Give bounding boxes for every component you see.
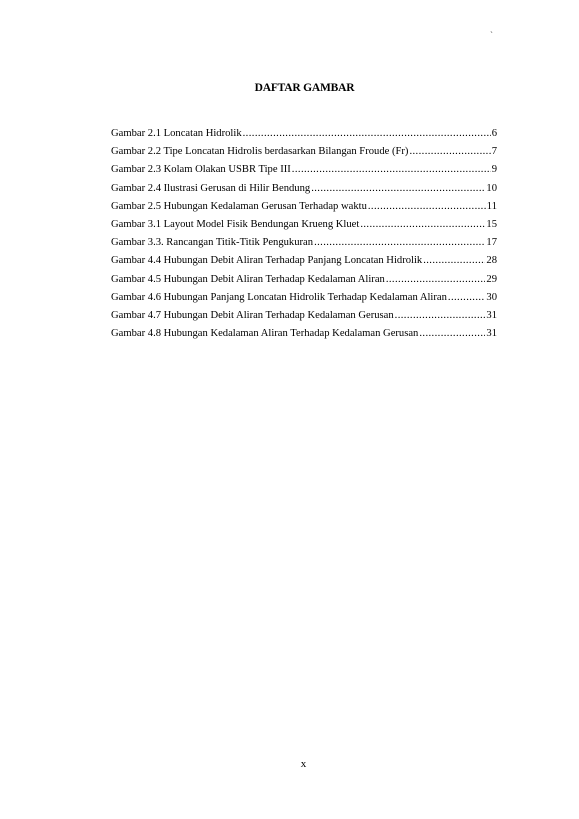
page-number: x (300, 758, 307, 770)
leader-dots (423, 252, 485, 270)
entry-page: 15 (486, 218, 497, 230)
leader-dots (419, 325, 485, 343)
list-item[interactable] (111, 289, 497, 307)
list-item[interactable] (111, 271, 497, 289)
leader-dots (386, 271, 486, 289)
leader-dots (448, 289, 486, 307)
list-item[interactable] (111, 198, 497, 216)
list-item[interactable] (111, 143, 497, 161)
entry-page: 9 (491, 164, 497, 176)
leader-dots (292, 161, 491, 179)
entry-page: 10 (486, 182, 497, 194)
entry-page: 31 (486, 309, 497, 321)
entry-label: Gambar 2.1 Loncatan Hidrolik (111, 128, 242, 139)
list-item[interactable] (111, 125, 497, 143)
list-item[interactable] (111, 161, 497, 179)
leader-dots (368, 198, 486, 216)
entry-label: Gambar 4.5 Hubungan Debit Aliran Terhadap Kedalaman Aliran (111, 273, 385, 285)
entry-label: Gambar 2.4 Ilustrasi Gerusan di Hilir Bendung (111, 182, 311, 194)
list-item[interactable] (111, 252, 497, 270)
list-item[interactable] (111, 325, 497, 343)
entry-page: 28 (486, 255, 497, 267)
entry-page: 31 (486, 328, 497, 340)
entry-page: 29 (486, 273, 497, 285)
entry-label: Gambar 3.1 Layout Model Fisik Bendungan Krueng Kluet (111, 218, 360, 230)
entry-label: Gambar 2.5 Hubungan Kedalaman Gerusan Terhadap waktu (111, 200, 367, 212)
list-item[interactable] (111, 180, 497, 198)
entry-page: 17 (486, 237, 497, 249)
leader-dots (409, 143, 490, 161)
entry-page: 30 (486, 291, 497, 303)
entry-label: Gambar 2.3 Kolam Olakan USBR Tipe III (111, 164, 291, 176)
leader-dots (360, 216, 485, 234)
leader-dots (311, 180, 485, 198)
header-mark: ` (490, 30, 493, 40)
entry-page: 11 (486, 200, 497, 212)
leader-dots (314, 234, 485, 252)
entry-label: Gambar 4.6 Hubungan Panjang Loncatan Hidrolik Terhadap Kedalaman Aliran (111, 291, 447, 303)
entry-label: Gambar 4.4 Hubungan Debit Aliran Terhadap Panjang Loncatan Hidrolik (111, 255, 423, 267)
figure-list (111, 125, 497, 343)
list-item[interactable] (111, 216, 497, 234)
list-item[interactable] (111, 307, 497, 325)
entry-label: Gambar 4.7 Hubungan Debit Aliran Terhadap Kedalaman Gerusan (111, 309, 394, 321)
leader-dots (243, 125, 491, 143)
entry-page: 7 (491, 146, 497, 158)
page-title: DAFTAR GAMBAR (254, 82, 355, 94)
entry-label: Gambar 4.8 Hubungan Kedalaman Aliran Terhadap Kedalaman Gerusan (111, 328, 419, 340)
list-item[interactable] (111, 234, 497, 252)
leader-dots (395, 307, 486, 325)
entry-label: Gambar 2.2 Tipe Loncatan Hidrolis berdasarkan Bilangan Froude (Fr) (111, 146, 409, 158)
entry-page: 6 (491, 128, 497, 139)
entry-label: Gambar 3.3. Rancangan Titik-Titik Pengukuran (111, 237, 314, 249)
